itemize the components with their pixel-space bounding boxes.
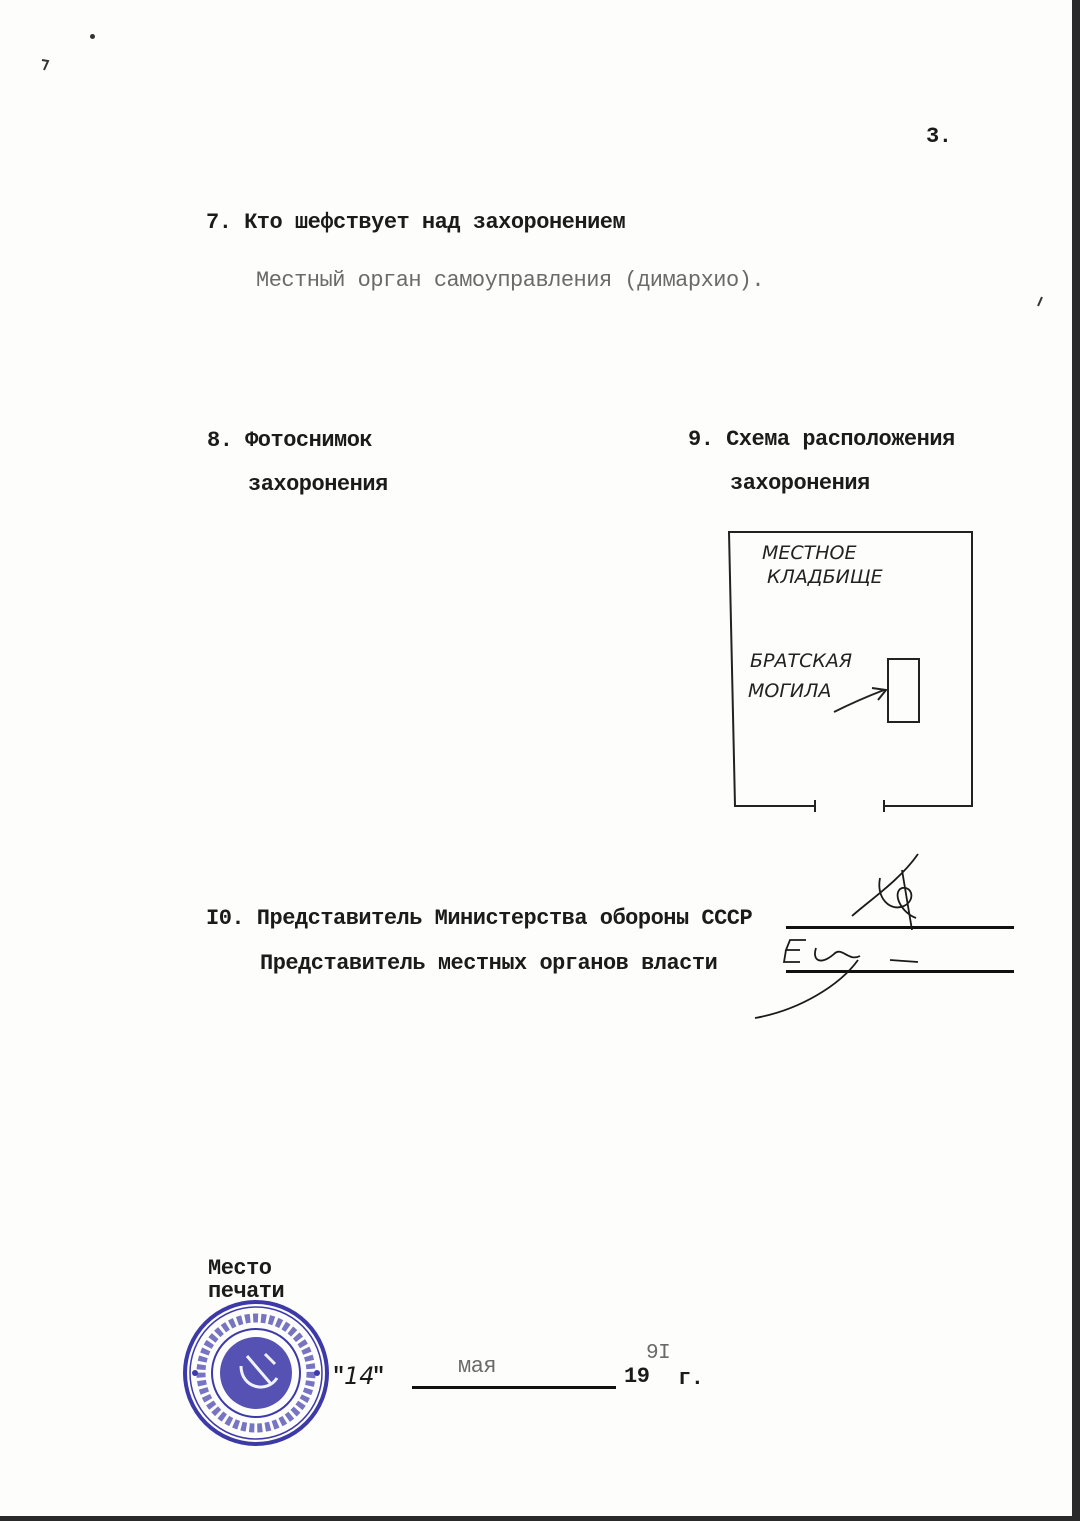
date-month: мая xyxy=(458,1354,497,1379)
section-7-heading: 7. Кто шефствует над захоронением xyxy=(206,210,626,235)
sketch-cemetery-label: МЕСТНОЕ xyxy=(762,542,857,564)
sketch-grave-label: БРАТСКАЯ xyxy=(750,650,853,672)
section-9-heading: 9. Схема расположения xyxy=(688,427,955,452)
date-year-prefix: 19 xyxy=(624,1364,650,1389)
date-month-line xyxy=(412,1386,616,1389)
local-authority-rep-label: Представитель местных органов власти xyxy=(260,951,718,976)
date-day: 14 xyxy=(344,1362,375,1390)
section-8-heading-cont: захоронения xyxy=(248,472,388,497)
sketch-cemetery-label-cont: КЛАДБИЩЕ xyxy=(767,566,883,588)
section-9-heading-cont: захоронения xyxy=(730,471,870,496)
stamp-place-label-cont: печати xyxy=(208,1279,285,1304)
sketch-grave-label-cont: МОГИЛА xyxy=(748,680,832,702)
date-year-suffix: 9I xyxy=(646,1342,671,1365)
consulate-seal xyxy=(181,1298,331,1448)
svg-text:": " xyxy=(332,1364,346,1389)
defense-ministry-rep-label: I0. Представитель Министерства обороны СССР xyxy=(206,906,753,931)
date-year-unit: г. xyxy=(678,1366,704,1391)
section-8-heading: 8. Фотоснимок xyxy=(207,428,373,453)
svg-text:": " xyxy=(372,1364,386,1389)
page-number: 3. xyxy=(926,124,952,149)
handwritten-day xyxy=(332,1356,396,1396)
stamp-place-label: Место xyxy=(208,1256,272,1281)
section-7-answer: Местный орган самоуправления (димархио). xyxy=(256,268,765,293)
